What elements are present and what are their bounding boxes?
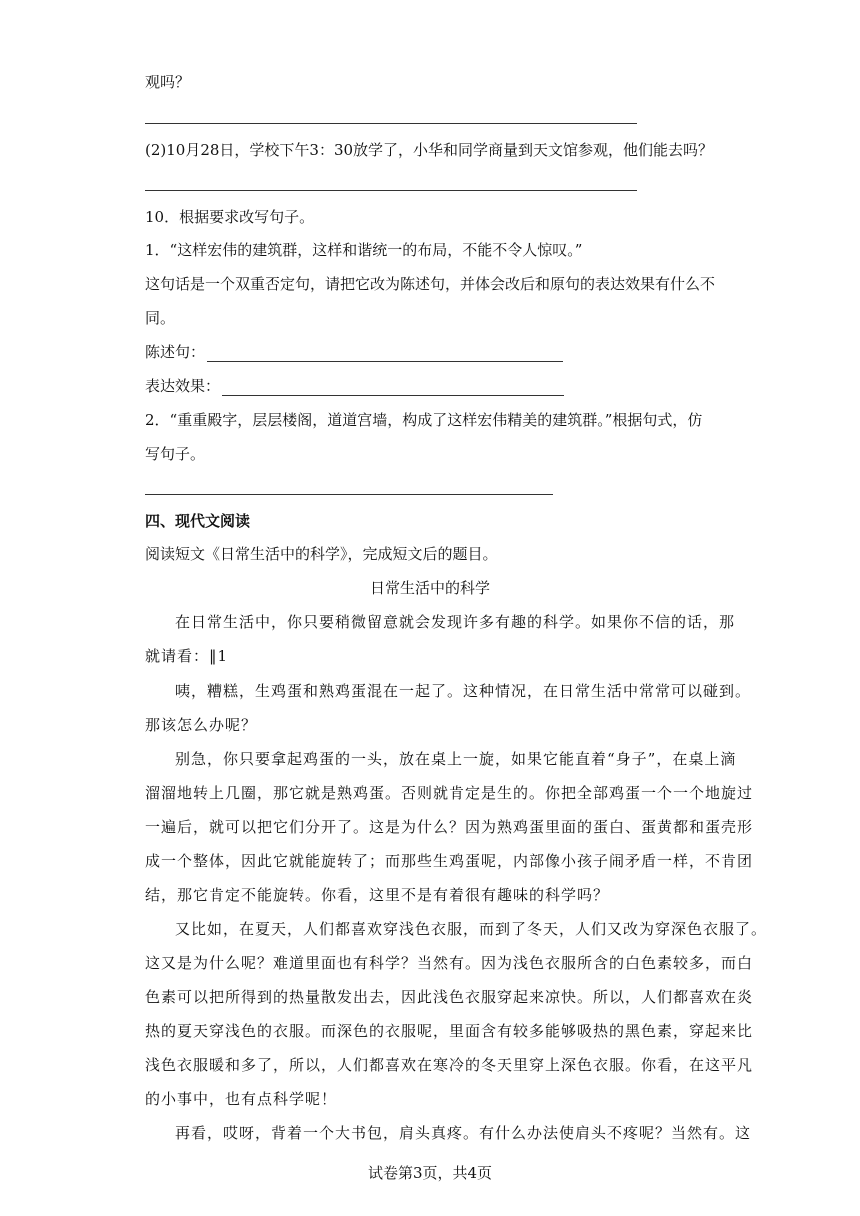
passage-line: 一遍后，就可以把它们分开了。这是为什么？因为熟鸡蛋里面的蛋白、蛋黄都和蛋壳形 (145, 818, 754, 836)
passage-line: 的小事中，也有点科学呢！ (145, 1090, 338, 1108)
passage-line: 热的夏天穿浅色的衣服。而深色的衣服呢，里面含有较多能够吸热的黑色素，穿起来比 (145, 1022, 754, 1040)
passage-line: 又比如，在夏天，人们都喜欢穿浅色衣服，而到了冬天，人们又改为穿深色衣服了。 (175, 920, 768, 938)
q10-title: 10．根据要求改写句子。 (145, 208, 315, 226)
passage-line: 咦，糟糕，生鸡蛋和熟鸡蛋混在一起了。这种情况，在日常生活中常常可以碰到。 (175, 682, 752, 700)
effect-label: 表达效果： (145, 377, 221, 395)
effect-row (145, 376, 564, 396)
effect-answer-blank[interactable] (222, 381, 564, 396)
q10-item-2-cont: 写句子。 (145, 445, 206, 463)
page-footer: 试卷第3页，共4页 (367, 1164, 493, 1182)
passage-title: 日常生活中的科学 (369, 579, 490, 597)
passage-line: 这又是为什么呢？难道里面也有科学？当然有。因为浅色衣服所含的白色素较多，而白 (145, 954, 754, 972)
statement-row (145, 342, 563, 362)
passage-line: 就请看：‖1 (145, 647, 229, 665)
section-heading: 四、现代文阅读 (145, 512, 251, 530)
passage-line: 成一个整体，因此它就能旋转了；而那些生鸡蛋呢，内部像小孩子闹矛盾一样，不肯团 (145, 852, 754, 870)
reading-instruction: 阅读短文《日常生活中的科学》，完成短文后的题目。 (145, 545, 498, 563)
answer-line (145, 190, 637, 191)
passage-line: 再看，哎呀，背着一个大书包，肩头真疼。有什么办法使肩头不疼呢？当然有。这 (175, 1124, 752, 1142)
answer-line (145, 494, 553, 495)
passage-line: 浅色衣服暖和多了，所以，人们都喜欢在寒冷的冬天里穿上深色衣服。你看，在这平凡 (145, 1056, 754, 1074)
q10-item-1: 1．“这样宏伟的建筑群，这样和谐统一的布局，不能不令人惊叹。” (145, 241, 583, 259)
statement-answer-blank[interactable] (207, 347, 563, 362)
answer-line (145, 123, 637, 124)
passage-line: 色素可以把所得到的热量散发出去，因此浅色衣服穿起来凉快。所以，人们都喜欢在炎 (145, 988, 754, 1006)
passage-line: 溜溜地转上几圈，那它就是熟鸡蛋。否则就肯定是生的。你把全部鸡蛋一个一个地旋过 (145, 784, 754, 802)
passage-line: 那该怎么办呢？ (145, 716, 258, 734)
q9-continuation: 观吗？ (145, 73, 191, 91)
q9-subquestion-2: (2)10月28日，学校下午3：30放学了，小华和同学商量到天文馆参观，他们能去吗？ (145, 141, 714, 159)
passage-line: 别急，你只要拿起鸡蛋的一头，放在桌上一旋，如果它能直着“身子”，在桌上滴 (175, 750, 737, 768)
q10-item-1-instruction: 这句话是一个双重否定句，请把它改为陈述句，并体会改后和原句的表达效果有什么不 (145, 275, 716, 293)
q10-item-1-instruction-cont: 同。 (145, 309, 176, 327)
passage-line: 在日常生活中，你只要稍微留意就会发现许多有趣的科学。如果你不信的话，那 (175, 613, 736, 631)
q10-item-2: 2．“重重殿字，层层楼阁，道道宫墙，构成了这样宏伟精美的建筑群。”根据句式，仿 (145, 411, 703, 429)
statement-label: 陈述句： (145, 343, 206, 361)
passage-line: 结，那它肯定不能旋转。你看，这里不是有着很有趣味的科学吗？ (145, 886, 610, 904)
